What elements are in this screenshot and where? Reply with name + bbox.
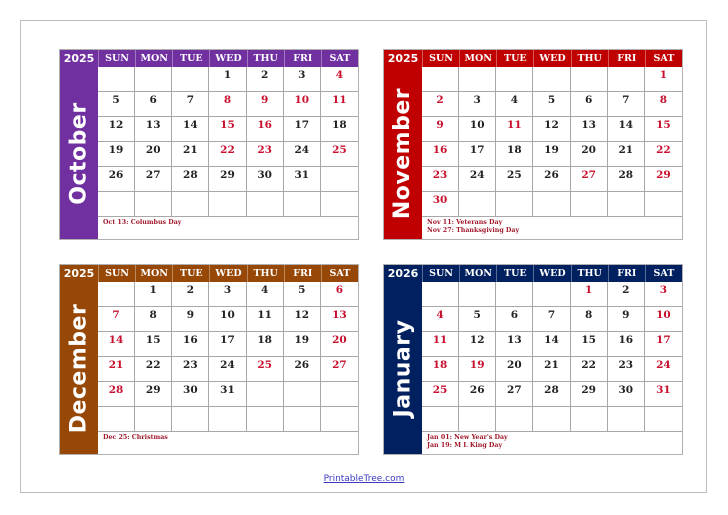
day-cell: 23 [422,167,459,192]
day-cell: 6 [135,92,172,117]
day-cell: 14 [98,332,135,357]
day-cell: 15 [209,117,246,142]
day-cell [98,282,135,307]
day-cell: 5 [459,307,496,332]
day-cell: 24 [209,357,246,382]
day-grid [422,282,682,432]
weekday-tue: TUE [496,265,533,282]
weekday-thu: THU [247,50,284,67]
day-cell: 17 [459,142,496,167]
day-cell [135,407,172,432]
day-cell: 1 [571,282,608,307]
weekday-sun: SUN [98,50,135,67]
holiday-notes [422,217,682,239]
weekday-fri: FRI [284,50,321,67]
day-cell: 29 [645,167,682,192]
month-sidebar [60,265,98,454]
day-cell: 23 [247,142,284,167]
day-cell: 3 [209,282,246,307]
day-cell: 23 [172,357,209,382]
day-cell: 14 [172,117,209,142]
day-cell: 29 [571,382,608,407]
day-cell: 16 [422,142,459,167]
day-cell [135,67,172,92]
year-label: 2026 [387,267,419,280]
footer [0,474,728,484]
weekday-fri: FRI [284,265,321,282]
day-cell: 21 [98,357,135,382]
day-cell [533,282,570,307]
day-cell: 24 [645,357,682,382]
day-cell: 17 [284,117,321,142]
day-cell: 1 [645,67,682,92]
day-cell [209,192,246,217]
day-cell: 28 [533,382,570,407]
weekday-sat: SAT [321,265,358,282]
day-cell: 27 [571,167,608,192]
day-cell [645,192,682,217]
month-label: November [390,87,416,219]
day-cell [496,407,533,432]
day-cell [496,67,533,92]
day-cell [321,407,358,432]
day-cell: 8 [645,92,682,117]
day-cell: 22 [645,142,682,167]
day-cell: 14 [533,332,570,357]
weekday-header [98,265,358,282]
day-cell: 6 [571,92,608,117]
month-label: January [390,319,416,417]
day-cell: 29 [135,382,172,407]
day-cell: 2 [172,282,209,307]
day-cell: 7 [533,307,570,332]
weekday-tue: TUE [172,50,209,67]
day-cell [608,67,645,92]
day-cell: 17 [209,332,246,357]
weekday-wed: WED [209,265,246,282]
day-cell: 25 [422,382,459,407]
day-cell: 10 [284,92,321,117]
holiday-note: Jan 01: New Year's Day [427,434,508,441]
day-cell [284,382,321,407]
day-cell [172,407,209,432]
day-cell: 30 [608,382,645,407]
calendar-january [383,264,683,455]
day-cell: 26 [284,357,321,382]
day-cell: 31 [209,382,246,407]
day-cell: 25 [247,357,284,382]
day-cell [172,67,209,92]
month-label: October [66,101,92,205]
day-cell [209,407,246,432]
day-cell: 30 [422,192,459,217]
day-cell: 4 [321,67,358,92]
day-cell: 3 [645,282,682,307]
day-cell: 5 [533,92,570,117]
day-cell: 10 [645,307,682,332]
month-sidebar [60,50,98,239]
calendar-october [59,49,359,240]
weekday-wed: WED [209,50,246,67]
day-cell: 26 [533,167,570,192]
weekday-mon: MON [135,50,172,67]
day-cell: 20 [571,142,608,167]
day-cell: 17 [645,332,682,357]
day-grid [98,67,358,217]
day-cell: 9 [247,92,284,117]
month-label: December [66,303,92,433]
weekday-thu: THU [571,50,608,67]
weekday-fri: FRI [608,265,645,282]
day-cell: 27 [135,167,172,192]
day-cell: 19 [533,142,570,167]
day-cell: 27 [321,357,358,382]
weekday-tue: TUE [496,50,533,67]
weekday-wed: WED [533,265,570,282]
year-label: 2025 [387,52,419,65]
weekday-thu: THU [571,265,608,282]
day-cell: 2 [422,92,459,117]
day-cell [98,192,135,217]
day-cell: 13 [321,307,358,332]
day-cell [571,407,608,432]
day-cell: 19 [98,142,135,167]
day-cell [247,407,284,432]
weekday-fri: FRI [608,50,645,67]
day-cell: 9 [422,117,459,142]
day-cell: 11 [321,92,358,117]
day-cell: 4 [422,307,459,332]
day-cell: 7 [608,92,645,117]
day-cell: 1 [135,282,172,307]
weekday-sun: SUN [422,265,459,282]
weekday-sat: SAT [645,265,682,282]
day-cell: 30 [247,167,284,192]
day-cell: 12 [533,117,570,142]
day-cell [459,67,496,92]
day-cell: 16 [172,332,209,357]
day-cell: 8 [571,307,608,332]
day-cell [422,67,459,92]
year-label: 2025 [63,267,95,280]
holiday-notes [98,432,358,454]
day-cell: 14 [608,117,645,142]
holiday-notes [422,432,682,454]
weekday-sat: SAT [645,50,682,67]
holiday-note: Nov 11: Veterans Day [427,219,503,226]
day-cell [608,192,645,217]
day-cell [247,192,284,217]
weekday-mon: MON [459,50,496,67]
day-cell: 22 [135,357,172,382]
day-cell: 18 [321,117,358,142]
day-cell [459,192,496,217]
calendar-december [59,264,359,455]
day-cell: 19 [459,357,496,382]
weekday-tue: TUE [172,265,209,282]
weekday-header [422,50,682,67]
day-cell: 4 [247,282,284,307]
day-cell: 26 [459,382,496,407]
day-cell [571,192,608,217]
day-cell: 3 [459,92,496,117]
day-cell: 6 [496,307,533,332]
day-grid [422,67,682,217]
month-sidebar [384,50,422,239]
day-cell [459,282,496,307]
day-cell [98,67,135,92]
day-cell: 12 [459,332,496,357]
day-cell: 16 [608,332,645,357]
day-cell [459,407,496,432]
day-cell: 28 [172,167,209,192]
day-cell [284,192,321,217]
day-cell: 24 [459,167,496,192]
day-cell: 26 [98,167,135,192]
day-cell: 19 [284,332,321,357]
day-cell: 6 [321,282,358,307]
day-cell: 31 [284,167,321,192]
day-cell [571,67,608,92]
day-cell: 25 [496,167,533,192]
day-cell [321,167,358,192]
weekday-wed: WED [533,50,570,67]
holiday-note: Nov 27: Thanksgiving Day [427,227,520,234]
day-cell: 11 [422,332,459,357]
day-cell: 20 [135,142,172,167]
day-cell [496,282,533,307]
weekday-mon: MON [135,265,172,282]
weekday-sun: SUN [422,50,459,67]
weekday-header [422,265,682,282]
day-cell: 8 [209,92,246,117]
day-cell: 20 [496,357,533,382]
day-cell: 5 [284,282,321,307]
day-cell [645,407,682,432]
day-cell: 28 [98,382,135,407]
day-cell [533,192,570,217]
day-cell: 3 [284,67,321,92]
day-cell: 13 [135,117,172,142]
day-cell: 21 [608,142,645,167]
holiday-note: Oct 13: Columbus Day [103,219,182,226]
day-cell: 27 [496,382,533,407]
day-cell: 12 [98,117,135,142]
day-cell: 18 [422,357,459,382]
day-cell [422,282,459,307]
day-cell [247,382,284,407]
day-cell: 20 [321,332,358,357]
day-cell: 29 [209,167,246,192]
day-cell: 13 [496,332,533,357]
day-cell [98,407,135,432]
day-cell: 18 [247,332,284,357]
weekday-sun: SUN [98,265,135,282]
day-cell: 2 [608,282,645,307]
day-cell: 13 [571,117,608,142]
holiday-notes [98,217,358,239]
day-cell: 15 [645,117,682,142]
day-cell: 9 [172,307,209,332]
weekday-header [98,50,358,67]
day-cell: 21 [172,142,209,167]
weekday-thu: THU [247,265,284,282]
day-cell: 9 [608,307,645,332]
day-grid [98,282,358,432]
calendar-november [383,49,683,240]
day-cell: 11 [247,307,284,332]
weekday-sat: SAT [321,50,358,67]
day-cell: 10 [459,117,496,142]
day-cell: 10 [209,307,246,332]
day-cell [533,67,570,92]
holiday-note: Jan 19: M L King Day [427,442,503,449]
day-cell [321,192,358,217]
day-cell [422,407,459,432]
day-cell [608,407,645,432]
day-cell: 7 [98,307,135,332]
printabletree-link[interactable]: PrintableTree.com [323,474,405,484]
day-cell: 21 [533,357,570,382]
day-cell: 22 [209,142,246,167]
day-cell: 31 [645,382,682,407]
day-cell [135,192,172,217]
day-cell: 24 [284,142,321,167]
day-cell [533,407,570,432]
month-sidebar [384,265,422,454]
day-cell: 28 [608,167,645,192]
day-cell: 11 [496,117,533,142]
day-cell [172,192,209,217]
day-cell: 18 [496,142,533,167]
day-cell [321,382,358,407]
day-cell [284,407,321,432]
day-cell: 30 [172,382,209,407]
day-cell: 22 [571,357,608,382]
day-cell: 25 [321,142,358,167]
day-cell: 23 [608,357,645,382]
day-cell: 4 [496,92,533,117]
day-cell [496,192,533,217]
day-cell: 7 [172,92,209,117]
weekday-mon: MON [459,265,496,282]
day-cell: 2 [247,67,284,92]
year-label: 2025 [63,52,95,65]
day-cell: 16 [247,117,284,142]
day-cell: 1 [209,67,246,92]
holiday-note: Dec 25: Christmas [103,434,168,441]
day-cell: 15 [571,332,608,357]
day-cell: 5 [98,92,135,117]
day-cell: 12 [284,307,321,332]
day-cell: 8 [135,307,172,332]
day-cell: 15 [135,332,172,357]
